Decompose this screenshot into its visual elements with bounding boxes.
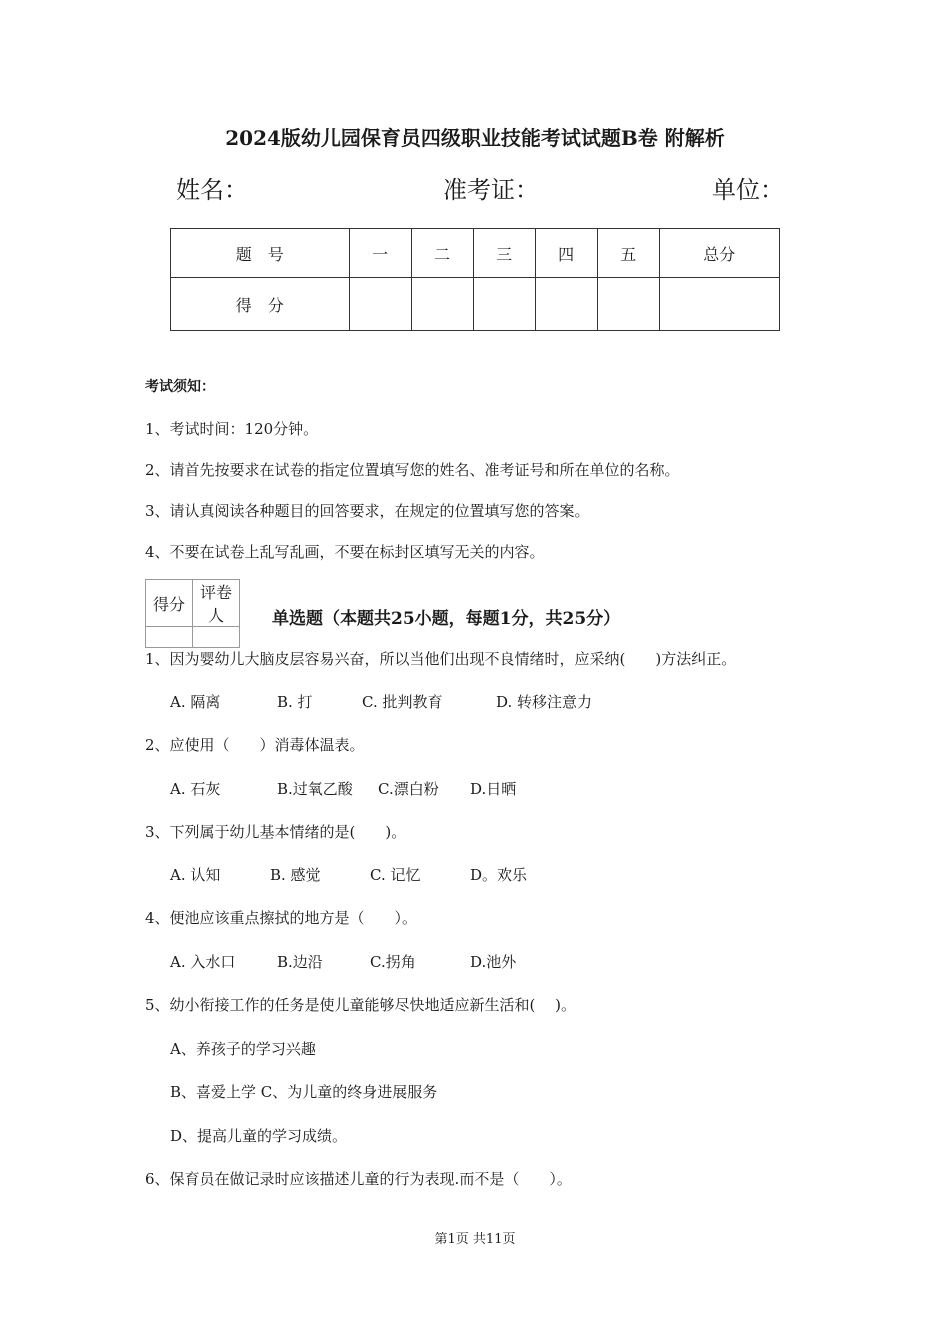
- score-table-score-row: [171, 278, 780, 331]
- score-table-cell: 二: [411, 229, 473, 278]
- option-b: B. 感觉: [270, 866, 321, 884]
- question-stem: 6、保育员在做记录时应该描述儿童的行为表现.而不是（ ）。: [145, 1170, 572, 1188]
- grader-score-label: 得分: [146, 580, 193, 627]
- grader-name-label: 评卷人: [193, 580, 240, 627]
- score-input-cell[interactable]: [411, 278, 473, 331]
- score-table-cell: 一: [349, 229, 411, 278]
- section-heading: 单选题（本题共25小题，每题1分，共25分）: [272, 609, 621, 629]
- score-table-header-row: [171, 229, 780, 278]
- question-stem: 4、便池应该重点擦拭的地方是（ ）。: [145, 909, 418, 927]
- score-table-cell: 五: [597, 229, 659, 278]
- option-d: D.日晒: [470, 780, 517, 798]
- score-input-cell[interactable]: [659, 278, 779, 331]
- score-table: [170, 228, 780, 331]
- score-input-cell[interactable]: [473, 278, 535, 331]
- option-a: A. 认知: [170, 866, 221, 884]
- option-a: A. 入水口: [170, 953, 236, 971]
- note-item: 4、不要在试卷上乱写乱画，不要在标封区填写无关的内容。: [145, 543, 545, 561]
- score-table-row-label: 得 分: [171, 278, 350, 331]
- score-table-cell: 总分: [659, 229, 779, 278]
- question-stem: 2、应使用（ ）消毒体温表。: [145, 736, 365, 754]
- grader-score-cell[interactable]: [146, 627, 193, 648]
- grader-name-cell[interactable]: [193, 627, 240, 648]
- note-item: 2、请首先按要求在试卷的指定位置填写您的姓名、准考证号和所在单位的名称。: [145, 461, 680, 479]
- option-bc: B、喜爱上学 C、为儿童的终身进展服务: [170, 1083, 438, 1101]
- notes-heading: 考试须知：: [145, 379, 215, 395]
- score-table-cell: 题 号: [171, 229, 350, 278]
- option-b: B.过氧乙酸: [277, 780, 353, 798]
- note-item: 1、考试时间：120分钟。: [145, 420, 319, 438]
- score-input-cell[interactable]: [597, 278, 659, 331]
- option-b: B.边沿: [277, 953, 323, 971]
- question-stem: 3、下列属于幼儿基本情绪的是( )。: [145, 823, 407, 841]
- question-stem: 5、幼小衔接工作的任务是使儿童能够尽快地适应新生活和( )。: [145, 996, 577, 1014]
- option-a: A、养孩子的学习兴趣: [170, 1040, 316, 1058]
- score-input-cell[interactable]: [535, 278, 597, 331]
- page-title: 2024版幼儿园保育员四级职业技能考试试题B卷 附解析: [225, 126, 725, 150]
- option-c: C.漂白粉: [378, 780, 439, 798]
- unit-field-label: 单位：: [712, 176, 784, 204]
- option-d: D、提高儿童的学习成绩。: [170, 1127, 348, 1145]
- page-footer: 第1页 共11页: [434, 1232, 516, 1247]
- option-c: C.拐角: [370, 953, 416, 971]
- score-input-cell[interactable]: [349, 278, 411, 331]
- option-b: B. 打: [277, 693, 313, 711]
- option-a: A. 石灰: [170, 780, 221, 798]
- option-d: D.池外: [470, 953, 517, 971]
- option-c: C. 批判教育: [362, 693, 443, 711]
- option-a: A. 隔离: [170, 693, 221, 711]
- score-table-cell: 三: [473, 229, 535, 278]
- score-table-cell: 四: [535, 229, 597, 278]
- option-d: D。欢乐: [470, 866, 528, 884]
- grader-box: [145, 579, 240, 648]
- question-stem: 1、因为婴幼儿大脑皮层容易兴奋，所以当他们出现不良情绪时，应采纳( )方法纠正。: [145, 650, 737, 668]
- option-d: D. 转移注意力: [496, 693, 593, 711]
- name-field-label: 姓名：: [176, 176, 248, 204]
- exam-id-field-label: 准考证：: [443, 176, 539, 204]
- note-item: 3、请认真阅读各种题目的回答要求，在规定的位置填写您的答案。: [145, 502, 590, 520]
- option-c: C. 记忆: [370, 866, 421, 884]
